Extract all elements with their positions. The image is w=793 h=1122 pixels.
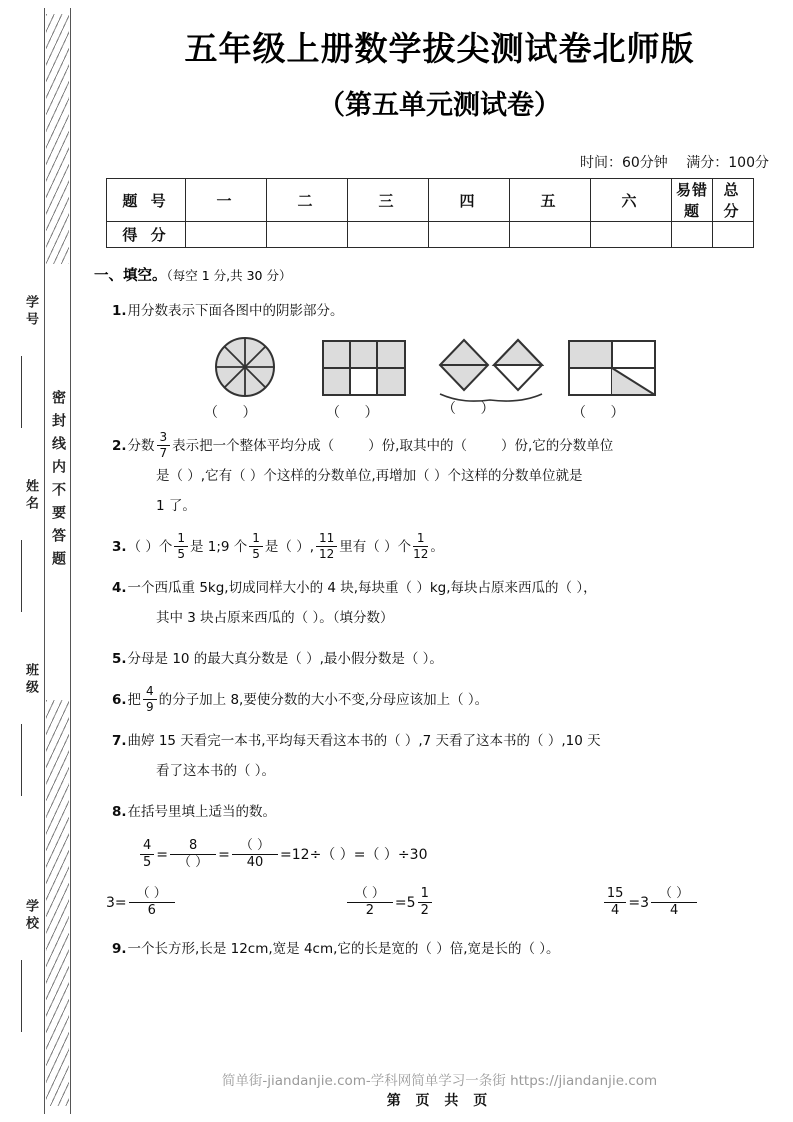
field-line-class bbox=[21, 724, 22, 796]
seal-margin bbox=[0, 0, 86, 1122]
field-line-name bbox=[21, 540, 22, 612]
fraction-numerator: 3 bbox=[159, 429, 168, 444]
field-label-school: 学校 bbox=[23, 899, 38, 933]
seal-line-text: 密封线内不要答题 bbox=[50, 390, 66, 574]
fraction-denominator: 4 bbox=[604, 902, 627, 918]
score-col-6: 六 bbox=[591, 179, 672, 222]
question-2-number: 2. bbox=[112, 438, 127, 455]
figure-grid-3x2 bbox=[322, 340, 406, 401]
fraction-numerator: 1 bbox=[177, 530, 185, 545]
question-7-line-2: 看了这本书的（ ）。 bbox=[156, 763, 276, 780]
question-9 bbox=[112, 934, 764, 964]
page-footer: 第 页 共 页 bbox=[386, 1093, 493, 1109]
score-col-common-mistakes: 易错题 bbox=[672, 179, 713, 222]
fraction-denominator: 12 bbox=[316, 546, 337, 561]
question-8-equation-2 bbox=[106, 883, 177, 923]
score-col-4: 四 bbox=[429, 179, 510, 222]
fraction-15-4 bbox=[604, 887, 627, 918]
question-2 bbox=[112, 431, 764, 521]
question-1-number: 1. bbox=[112, 303, 127, 320]
fraction-numerator: 4 bbox=[143, 837, 152, 853]
score-cell-6[interactable] bbox=[591, 222, 672, 248]
fraction-numerator-blank[interactable]: （ ） bbox=[239, 837, 271, 853]
figure-grid-2x2-triangle bbox=[568, 340, 656, 401]
fraction-numerator-blank[interactable]: （ ） bbox=[659, 885, 690, 901]
question-2-text-d: ）份,它的分数单位 bbox=[500, 438, 614, 455]
fraction-denominator: 5 bbox=[249, 546, 263, 561]
fraction-blank-over-4[interactable] bbox=[651, 887, 697, 918]
question-2-line-2: 是（ ）,它有（ ）个这样的分数单位,再增加（ ）个这样的分数单位就是 bbox=[156, 468, 583, 485]
score-cell-1[interactable] bbox=[186, 222, 267, 248]
fraction-denominator: 4 bbox=[651, 902, 697, 918]
question-3-text-e: 。 bbox=[430, 539, 444, 556]
equation-spacer-1 bbox=[177, 883, 345, 923]
fraction-4-9 bbox=[143, 685, 157, 714]
question-7-number: 7. bbox=[112, 733, 127, 750]
score-cell-3[interactable] bbox=[348, 222, 429, 248]
question-8-equation-4 bbox=[602, 883, 699, 923]
figure-3-answer-blank[interactable]: （ ） bbox=[442, 401, 505, 418]
fraction-numerator-blank[interactable]: （ ） bbox=[136, 885, 167, 901]
fraction-denominator: 40 bbox=[232, 854, 278, 870]
score-cell-total[interactable] bbox=[713, 222, 754, 248]
question-8-equation-1-tail[interactable]: =12÷（ ）=（ ）÷30 bbox=[280, 847, 428, 864]
score-col-1: 一 bbox=[186, 179, 267, 222]
question-7 bbox=[112, 726, 764, 786]
section-label: 一、填空。 bbox=[94, 268, 167, 285]
score-cell-2[interactable] bbox=[267, 222, 348, 248]
seal-hatch-bottom bbox=[46, 700, 69, 1106]
exam-meta bbox=[86, 152, 769, 172]
fraction-denominator: 7 bbox=[157, 445, 171, 460]
fraction-numerator-blank[interactable]: （ ） bbox=[354, 885, 385, 901]
fraction-numerator: 1 bbox=[252, 530, 260, 545]
field-label-student-id: 学号 bbox=[23, 295, 38, 329]
figure-1-answer-blank[interactable]: （ ） bbox=[204, 405, 267, 422]
seal-margin-divider-inner bbox=[70, 8, 71, 1114]
question-4-line-1: 一个西瓜重 5kg,切成同样大小的 4 块,每块重（ ）kg,每块占原来西瓜的（ ）， bbox=[127, 580, 597, 597]
question-3-text-d: 里有（ ）个 bbox=[339, 539, 412, 556]
question-8-equation-3 bbox=[345, 883, 434, 923]
question-6-text-b: 的分子加上 8,要使分数的大小不变,分母应该加上（ ）。 bbox=[158, 692, 489, 709]
score-table bbox=[106, 178, 754, 248]
question-3 bbox=[112, 532, 764, 562]
field-line-student-id bbox=[21, 356, 22, 428]
question-8-equation-1 bbox=[138, 835, 793, 875]
fraction-denominator-blank[interactable]: （ ） bbox=[170, 854, 216, 870]
fraction-numerator: 11 bbox=[319, 530, 335, 545]
score-cell-4[interactable] bbox=[429, 222, 510, 248]
exam-total-score: 满分：100分 bbox=[686, 155, 769, 172]
question-6-text-a: 把 bbox=[127, 692, 142, 709]
fraction-11-12 bbox=[316, 532, 337, 561]
watermark-text: 简单街-jiandanjie.com-学科网简单学习一条街 https://jiandanjie.com bbox=[221, 1073, 658, 1089]
question-1 bbox=[112, 296, 764, 326]
fraction-denominator: 9 bbox=[143, 699, 157, 714]
field-label-name: 姓名 bbox=[23, 479, 38, 513]
equation-spacer-2 bbox=[434, 883, 602, 923]
fraction-1-12 bbox=[413, 532, 428, 561]
score-col-2: 二 bbox=[267, 179, 348, 222]
fraction-blank-over-6[interactable] bbox=[129, 887, 175, 918]
fraction-blank-over-40[interactable] bbox=[232, 839, 278, 870]
section-points: （每空 1 分,共 30 分） bbox=[166, 268, 292, 284]
question-8-number: 8. bbox=[112, 804, 127, 821]
fraction-numerator: 8 bbox=[188, 837, 198, 853]
fraction-numerator: 15 bbox=[606, 885, 624, 901]
question-4-line-2: 其中 3 块占原来西瓜的（ ）。（填分数） bbox=[156, 610, 394, 627]
equals-sign-2: = bbox=[218, 847, 230, 864]
question-3-number: 3. bbox=[112, 539, 127, 556]
question-5-number: 5. bbox=[112, 651, 127, 668]
score-table-row-label-question: 题 号 bbox=[107, 179, 186, 222]
question-3-text-a: （ ）个 bbox=[127, 539, 173, 556]
page-title: 五年级上册数学拔尖测试卷北师版 bbox=[184, 29, 695, 68]
fraction-denominator: 5 bbox=[140, 854, 154, 870]
page-subtitle: （第五单元测试卷） bbox=[318, 90, 561, 122]
question-8-text: 在括号里填上适当的数。 bbox=[127, 804, 277, 821]
question-7-line-1: 曲婷 15 天看完一本书,平均每天看这本书的（ ）,7 天看了这本书的（ ）,10 天 bbox=[127, 733, 601, 750]
score-cell-common-mistakes[interactable] bbox=[672, 222, 713, 248]
figure-2-answer-blank[interactable]: （ ） bbox=[326, 405, 389, 422]
section-heading-fill-blanks bbox=[94, 264, 793, 285]
fraction-8-over-blank[interactable] bbox=[170, 839, 216, 870]
question-9-text: 一个长方形,长是 12cm,宽是 4cm,它的长是宽的（ ）倍,宽是长的（ ）。 bbox=[127, 941, 560, 958]
table-row-question-numbers bbox=[107, 179, 754, 222]
fraction-4-5 bbox=[140, 839, 154, 870]
question-2-line-3: 1 了。 bbox=[156, 498, 196, 515]
fraction-numerator: 1 bbox=[420, 885, 429, 901]
question-2-text-c: ）份,取其中的（ bbox=[368, 438, 467, 455]
fraction-1-2-mixed bbox=[418, 887, 432, 918]
question-2-text-b: 表示把一个整体平均分成（ bbox=[172, 438, 335, 455]
question-3-text-b: 是 1;9 个 bbox=[189, 539, 248, 556]
field-line-school bbox=[21, 960, 22, 1032]
fraction-1-5-second bbox=[249, 532, 263, 561]
fraction-denominator: 5 bbox=[174, 546, 188, 561]
fraction-numerator: 1 bbox=[416, 530, 425, 545]
fraction-numerator: 4 bbox=[146, 683, 154, 698]
score-col-5: 五 bbox=[510, 179, 591, 222]
fraction-denominator: 6 bbox=[129, 902, 175, 918]
question-1-figures bbox=[86, 336, 793, 420]
question-6-number: 6. bbox=[112, 692, 127, 709]
score-col-3: 三 bbox=[348, 179, 429, 222]
question-6 bbox=[112, 685, 764, 715]
table-row-scores bbox=[107, 222, 754, 248]
question-9-number: 9. bbox=[112, 941, 127, 958]
question-5-text: 分母是 10 的最大真分数是（ ）,最小假分数是（ ）。 bbox=[127, 651, 443, 668]
figure-circle-eighths bbox=[214, 336, 276, 403]
question-8 bbox=[112, 797, 764, 827]
figure-4-answer-blank[interactable]: （ ） bbox=[572, 405, 635, 422]
fraction-denominator: 2 bbox=[418, 902, 432, 918]
fraction-3-7 bbox=[157, 431, 171, 460]
equation-4-mid: =3 bbox=[628, 895, 650, 912]
seal-margin-divider bbox=[44, 8, 45, 1114]
equals-sign-1: = bbox=[156, 847, 169, 864]
exam-time: 时间：60分钟 bbox=[579, 155, 668, 172]
score-cell-5[interactable] bbox=[510, 222, 591, 248]
equation-3-mid: =5 bbox=[394, 895, 416, 912]
question-4-number: 4. bbox=[112, 580, 127, 597]
fraction-denominator: 2 bbox=[347, 902, 393, 918]
equation-2-left: 3= bbox=[106, 895, 127, 912]
question-4 bbox=[112, 573, 764, 633]
score-table-row-label-score: 得 分 bbox=[107, 222, 186, 248]
exam-content bbox=[86, 0, 793, 1122]
question-8-equation-row-2 bbox=[106, 883, 793, 923]
fraction-1-5-first bbox=[174, 532, 188, 561]
question-3-text-c: 是（ ）, bbox=[264, 539, 315, 556]
score-col-total: 总 分 bbox=[713, 179, 754, 222]
field-label-class: 班级 bbox=[23, 663, 38, 697]
fraction-denominator: 12 bbox=[413, 546, 429, 561]
question-1-text: 用分数表示下面各图中的阴影部分。 bbox=[127, 303, 344, 320]
question-2-text-a: 分数 bbox=[127, 438, 155, 455]
question-5 bbox=[112, 644, 764, 674]
fraction-blank-over-2[interactable] bbox=[347, 887, 393, 918]
seal-hatch-top bbox=[46, 14, 69, 264]
